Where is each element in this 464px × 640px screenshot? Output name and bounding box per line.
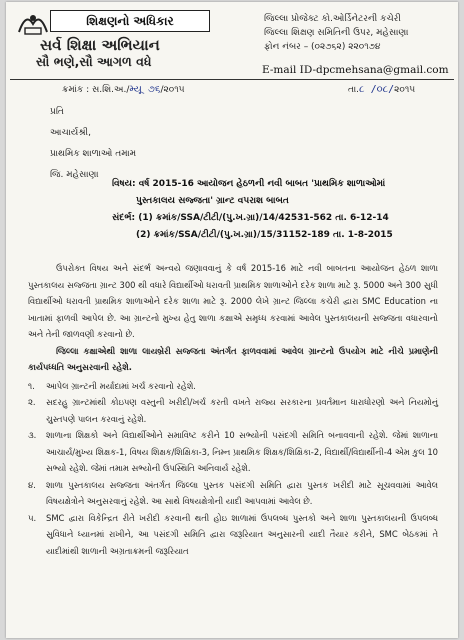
sarva-shiksha-logo xyxy=(16,8,50,38)
header-divider xyxy=(10,79,454,80)
letter-date xyxy=(348,84,415,95)
list-item xyxy=(28,394,438,427)
date-prefix: તા. xyxy=(348,85,360,95)
letter-body xyxy=(28,260,438,559)
addressee-line: પ્રતિ xyxy=(50,107,64,117)
subject-line: વિષય: વર્ષ 2015-16 આયોજન હેઠળની નવી બાબત 'પ્રાથમિક શાળાઓમાં xyxy=(112,179,386,189)
addressee-line: જિ. મહેસાણા xyxy=(50,170,99,180)
date-handwritten: ૮ /૦૮/ xyxy=(359,84,395,95)
list-item-text: SMC દ્વારા વિકેન્દ્રિત રીતે ખરીદી કરવાની થતી હોઇ શાળામાં ઉપલબ્ધ પુસ્તકો અને શાળા પુસ્તકાલયની ઉપલબ્ધ સુવિધાને ધ્યાનમાં રાખીને, આ પસંદગી સમિતિ દ્વારા જરૂરિયાત અનુસારની યાદી તૈયાર કરીને, SMC બેઠકમાં તે યાદીમાંથી શાળાની અગ્રતાક્રમની જરૂરિયાત xyxy=(46,512,438,556)
addressee-block xyxy=(50,102,136,186)
addressee-line: પ્રાથમિક શાળાઓ તમામ xyxy=(50,149,137,159)
list-item xyxy=(28,510,438,560)
body-paragraph-procedure: જિલ્લા કક્ષાએથી શાળા લાયબ્રેરી સજ્જતા અંતર્ગત ફાળવવામાં આવેલ ગ્રાન્ટનો ઉપયોગ માટે નીચે પ્રમાણેની કાર્યપધ્ધતિ અનુસરવાની રહેશે. xyxy=(28,345,438,372)
list-item-number: ૫. xyxy=(28,512,37,523)
addressee-line: આચાર્યશ્રી, xyxy=(50,128,91,138)
date-suffix: ૨૦૧૫ xyxy=(394,85,416,95)
right-to-education-logo: શિક્ષણનો અધિકાર xyxy=(50,10,210,32)
list-item-number: ૧. xyxy=(28,380,35,391)
list-item-number: ૪. xyxy=(28,479,36,490)
reference-line: સંદર્ભ: (1) ક્રમાંક/SSA/ટીટી/(પુ.ખ.ગ્રા)/14/42531-562 તા. 6-12-14 xyxy=(112,213,389,223)
office-email: E-mail ID-dpcmehsana@gmail.com xyxy=(262,64,449,76)
list-item xyxy=(28,477,438,510)
letter-page xyxy=(6,2,458,638)
subject-block xyxy=(112,176,452,244)
list-item xyxy=(28,378,438,395)
office-line: જિલ્લા પ્રોજેક્ટ કો.ઓર્ડિનેટરની કચેરી xyxy=(264,14,401,24)
body-paragraph: ઉપરોક્ત વિષય અને સંદર્ભ અન્વયે જણાવવાનું કે વર્ષ 2015-16 માટે નવી બાબતના આયોજન હેઠળ શાળા પુસ્તકાલય સજ્જતા ગ્રાન્ટ 300 થી વધારે વિદ્યાર્થીઓ ધરાવતી પ્રાથમિક શાળાઓને દરેક શાળા માટે રૂ. 5000 અને 300 સુધી વિદ્યાર્થીઓ ધરાવતી પ્રાથમિક શાળાઓને દરેક શાળા માટે રૂ. 2000 લેખે ગ્રાન્ટ જિલ્લા કચેરી દ્વારા SMC Education ના ખાતામાં ફાળવી આપેલ છે. આ ગ્રાન્ટનો મુખ્ય હેતુ શાળા કક્ષાએ સમૃધ્ધ કરવામાં આવેલ પુસ્તકાલયની સજ્જતા વધારવાનો અને તેની જાળવણી કરવાનો છે. xyxy=(28,263,438,339)
reference-suffix: /૨૦૧૫ xyxy=(160,85,185,95)
procedure-list xyxy=(28,378,438,560)
list-item-number: ૩. xyxy=(28,430,37,440)
list-item-text: સદરહુ ગ્રાન્ટમાંથી કોઇપણ વસ્તુની ખરીદી/ખર્ચ કરતી વખતે રાજ્ય સરકારના પ્રવર્તમાન ધારાધોરણો અને નિયમોનું ચુસ્તપણે પાલન કરવાનું રહેશે. xyxy=(46,397,438,424)
subject-line: પુસ્તકાલય સજ્જતા' ગ્રાન્ટ વપરાશ બાબત xyxy=(136,196,289,206)
office-address xyxy=(264,12,408,54)
program-name: સર્વ શિક્ષા અભિયાન xyxy=(40,36,160,54)
reference-handwritten: મ્યૂ ૭૬ xyxy=(129,84,161,95)
reference-line: (2) ક્રમાંક/SSA/ટીટી/(પુ.ખ.ગ્રા)/15/31152-189 તા. 1-8-2015 xyxy=(136,230,393,240)
list-item-text: આપેલ ગ્રાન્ટની મર્યાદામાં ખર્ચ કરવાનો રહેશે. xyxy=(46,380,196,391)
list-item xyxy=(28,427,438,477)
office-phone: ફોન નંબર – (૦૨૭૬૨) ૨૨૦૧૭૪ xyxy=(264,42,381,52)
reference-number xyxy=(62,84,185,95)
office-line: જિલ્લા શિક્ષણ સમિતિની ઉપર, મહેસાણા xyxy=(264,28,409,38)
program-slogan: સૌ ભણે,સૌ આગળ વધે xyxy=(36,54,152,69)
reference-prefix: ક્રમાંક : સ.શિ.અ./ xyxy=(62,85,130,95)
list-item-text: શાળાના શિક્ષકો અને વિદ્યાર્થીઓને સમાવિષ્ટ કરીને 10 સભ્યોની પસંદગી સમિતિ બનાવવાની રહેશે. જેમાં શાળાના આચાર્ય/મુખ્ય શિક્ષક-1, વિષય શિક્ષક/શિક્ષિકા-3, નિમ્ન પ્રાથમિક શિક્ષક/શિક્ષિકા-2, વિદ્યાર્થી/વિદ્યાર્થીની-4 એમ કુલ 10 સભ્યો રહેશે. જેમાં તમામ સભ્યોની ઉપસ્થિતિ અનિવાર્ય રહેશે. xyxy=(46,430,438,473)
list-item-text: શાળા પુસ્તકાલય સજ્જતા અંતર્ગત જિલ્લા પુસ્તક પસંદગી સમિતિ દ્વારા પુસ્તક ખરીદી માટે સૂચવવામાં આવેલ વિષયક્ષેત્રોને અનુસરવાનું રહેશે. આ સાથે વિષયક્ષેત્રોની યાદી આપવામાં આવેલ છે. xyxy=(46,479,438,506)
list-item-number: ૨. xyxy=(28,397,36,407)
